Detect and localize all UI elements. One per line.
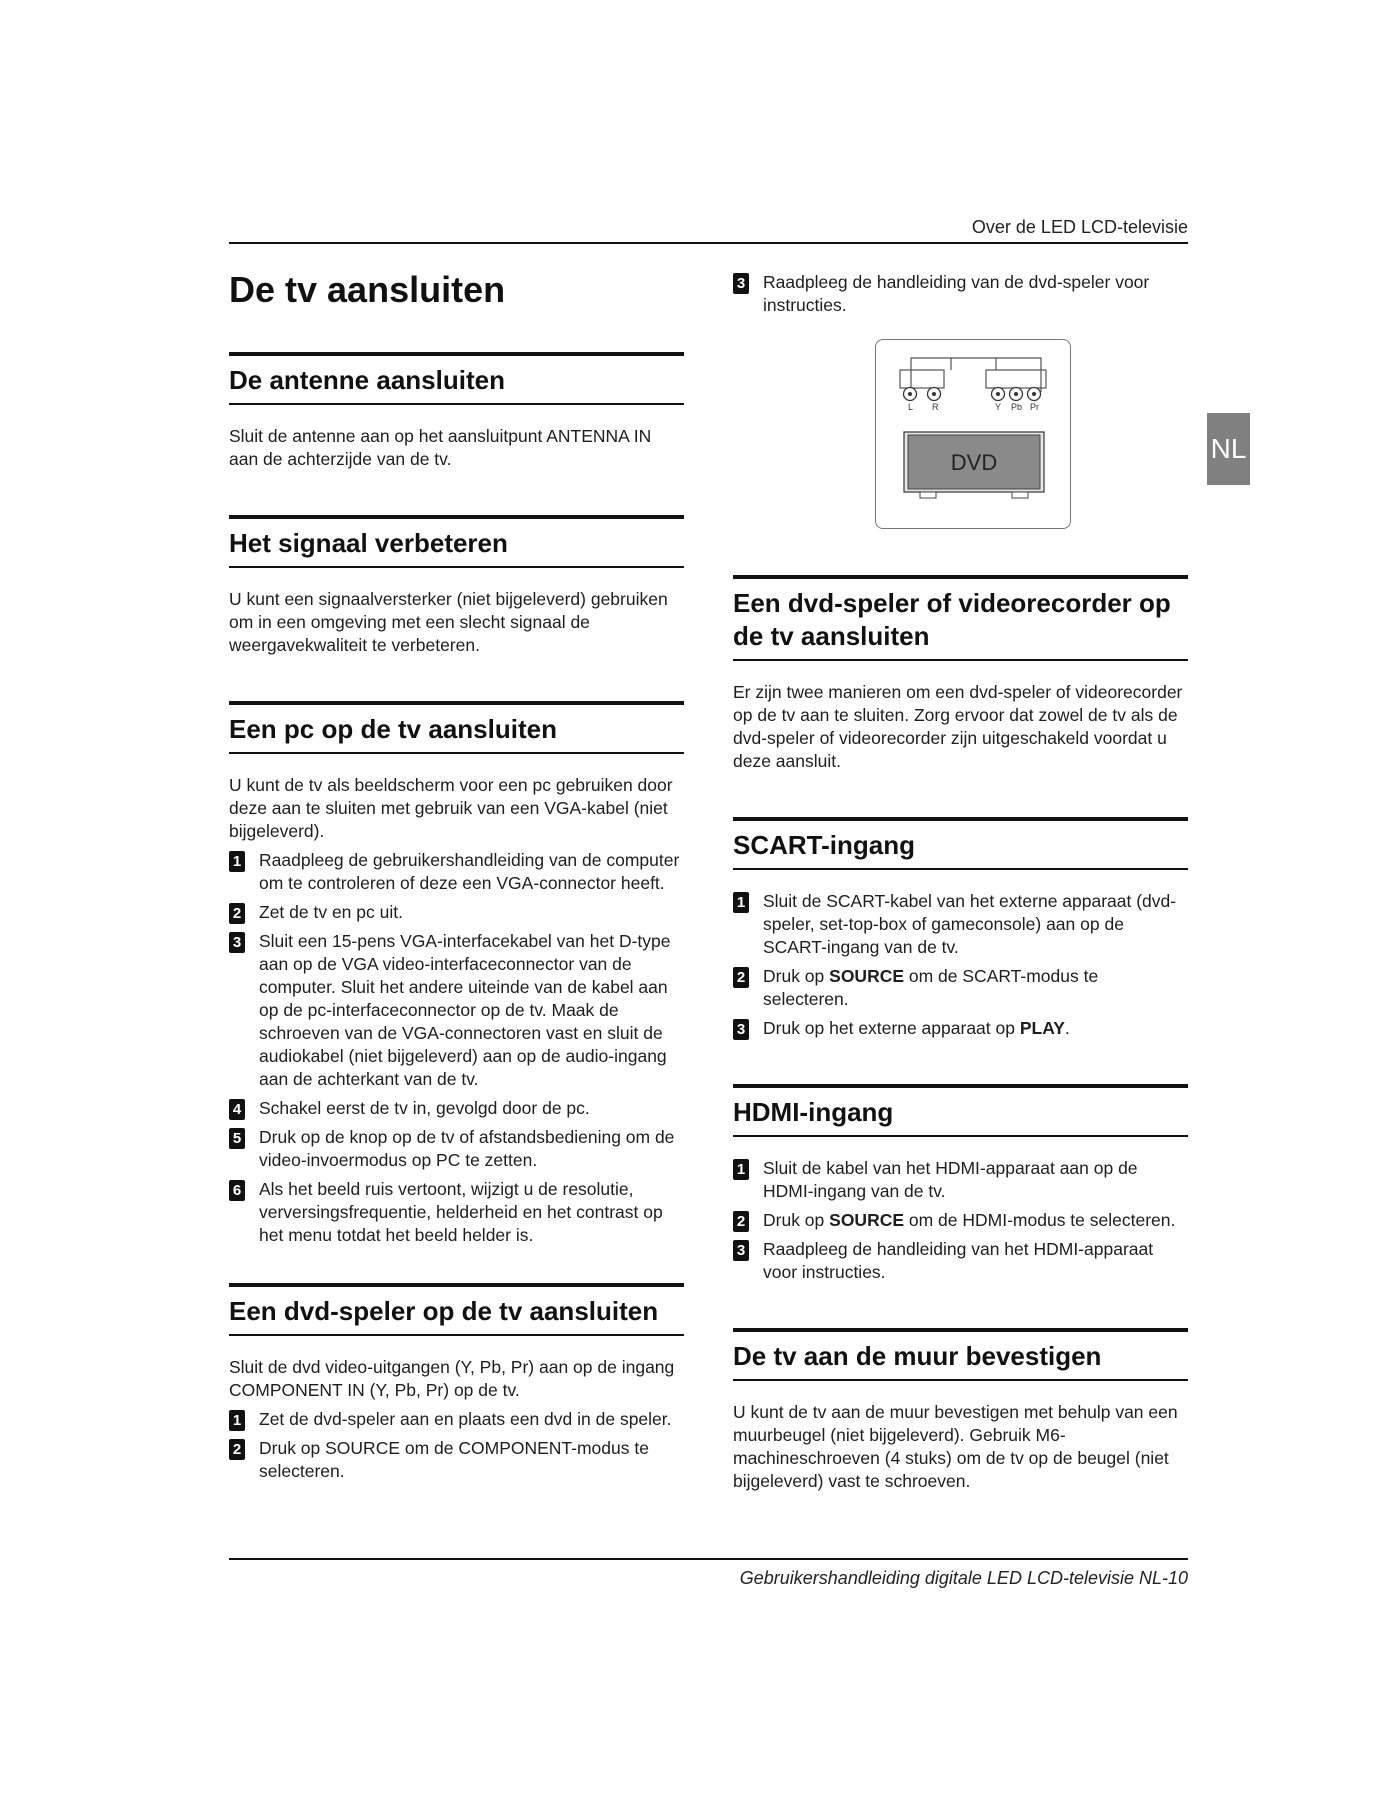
section-pc [229,701,684,1247]
audio-connector-group [900,370,944,388]
header-rule [229,242,1188,244]
section-header [733,817,1188,870]
section-signal [229,515,684,657]
section-title: Een dvd-speler of videorecorder op de tv aansluiten [733,588,1171,651]
step-number: 3 [229,932,245,953]
section-header [733,1084,1188,1137]
language-tab: NL [1207,413,1250,485]
section-header [229,1283,684,1336]
step-item [229,1408,684,1431]
step-number: 4 [229,1099,245,1120]
step-text: Sluit de SCART-kabel van het externe apparaat (dvd-speler, set-top-box of gameconsole) aan op de SCART-ingang van de tv. [763,891,1177,957]
step-text: Zet de dvd-speler aan en plaats een dvd in de speler. [259,1409,672,1429]
port-label: Pb [1011,402,1023,412]
step-number: 5 [229,1128,245,1149]
dvd-connection-diagram [875,339,1071,529]
step-item [229,1437,684,1483]
section-title: De tv aan de muur bevestigen [733,1341,1102,1371]
section-title: De antenne aansluiten [229,365,505,395]
page-title: De tv aansluiten [229,269,506,310]
step-text: Druk op SOURCE om de SCART-modus te selecteren. [763,966,1099,1009]
step-text: Druk op het externe apparaat op PLAY. [763,1018,1070,1038]
step-number: 3 [733,1240,749,1261]
section-antenna [229,352,684,471]
step-text: Schakel eerst de tv in, gevolgd door de pc. [259,1098,590,1118]
step-item [733,1238,1188,1284]
section-header [733,1328,1188,1381]
paragraph: Sluit de antenne aan op het aansluitpunt ANTENNA IN aan de achterzijde van de tv. [229,426,652,469]
step-text: Sluit een 15-pens VGA-interfacekabel van het D-type aan op de VGA video-interfaceconnector van de computer. Sluit het andere uiteinde van de kabel aan op de pc-interfaceconnector op de tv. Maak de schroeven van de VGA-connectoren vast en sluit de audiokabel (niet bijgeleverd) aan op de audio-ingang aan de achterkant van de tv. [259,931,671,1089]
video-connector-group [986,370,1046,388]
paragraph: U kunt de tv als beeldscherm voor een pc gebruiken door deze aan te sluiten met gebruik van een VGA-kabel (niet bijgeleverd). [229,775,673,841]
paragraph: U kunt de tv aan de muur bevestigen met behulp van een muurbeugel (niet bijgeleverd). Gebruik M6-machineschroeven (4 stuks) om de tv op de beugel (niet bijgeleverd) vast te schroeven. [733,1402,1178,1491]
section-dvd [229,1283,684,1483]
section-header [229,352,684,405]
step-number: 2 [229,903,245,924]
left-column [229,270,684,1515]
dvd-label: DVD [950,450,998,475]
step-item [229,901,684,924]
section-hdmi [733,1084,1188,1284]
section-title: Een pc op de tv aansluiten [229,714,557,744]
step-item [733,1157,1188,1203]
right-column [733,271,1188,1525]
section-title: HDMI-ingang [733,1097,894,1127]
step-number: 1 [733,892,749,913]
jack-pr [1028,388,1041,401]
section-scart [733,817,1188,1040]
running-header: Over de LED LCD-televisie [971,217,1188,237]
section-header [229,515,684,568]
step-text: Raadpleeg de gebruikershandleiding van de computer om te controleren of deze een VGA-connector heeft. [259,850,680,893]
step-item [733,271,1188,317]
section-title: Het signaal verbeteren [229,528,508,558]
step-item [229,1097,684,1120]
port-label: Pr [1030,402,1039,412]
step-item [229,849,684,895]
cable-line [911,358,1041,392]
port-label: Y [995,402,1002,412]
dvd-device-foot [1012,492,1028,498]
cable-line [951,358,996,370]
step-text: Druk op de knop op de tv of afstandsbediening om de video-invoermodus op PC te zetten. [259,1127,675,1170]
step-text: Druk op SOURCE om de COMPONENT-modus te selecteren. [259,1438,649,1481]
step-text: Druk op SOURCE om de HDMI-modus te selecteren. [763,1210,1176,1230]
step-item [733,1209,1188,1232]
step-number: 2 [733,1211,749,1232]
step-item [733,1017,1188,1040]
section-header [229,701,684,754]
step-list [229,1408,684,1483]
step-list [229,849,684,1247]
step-list [733,890,1188,1040]
running-footer: Gebruikershandleiding digitale LED LCD-televisie NL-10 [739,1568,1188,1588]
paragraph: Sluit de dvd video-uitgangen (Y, Pb, Pr) aan op de ingang COMPONENT IN (Y, Pb, Pr) op de tv. [229,1357,675,1400]
step-text: Als het beeld ruis vertoont, wijzigt u de resolutie, verversingsfrequentie, helderheid en het contrast op het menu totdat het beeld helder is. [259,1179,663,1245]
step-text: Raadpleeg de handleiding van het HDMI-apparaat voor instructies. [763,1239,1154,1282]
jack-pb [1010,388,1023,401]
step-item [229,1178,684,1247]
step-number: 3 [733,1019,749,1040]
section-wall [733,1328,1188,1493]
step-number: 6 [229,1180,245,1201]
jack-l [904,388,917,401]
step-item [733,890,1188,959]
jack-r [928,388,941,401]
step-number: 1 [733,1159,749,1180]
step-text: Zet de tv en pc uit. [259,902,403,922]
port-label: L [908,402,914,412]
step-text: Sluit de kabel van het HDMI-apparaat aan op de HDMI-ingang van de tv. [763,1158,1138,1201]
section-title: SCART-ingang [733,830,915,860]
step-list [733,1157,1188,1284]
section-header [733,575,1188,661]
paragraph: Er zijn twee manieren om een dvd-speler of videorecorder op de tv aan te sluiten. Zorg ervoor dat zowel de tv als de dvd-speler of videorecorder zijn uitgeschakeld voordat u deze aansluit. [733,682,1183,771]
diagram-svg [876,340,1072,530]
paragraph: U kunt een signaalversterker (niet bijgeleverd) gebruiken om in een omgeving met een slecht signaal de weergavekwaliteit te verbeteren. [229,589,668,655]
step-item [733,965,1188,1011]
step-number: 3 [733,273,749,294]
step-number: 2 [229,1439,245,1460]
jack-y [992,388,1005,401]
step-item [229,1126,684,1172]
dvd-device-foot [920,492,936,498]
step-item [229,930,684,1091]
step-number: 1 [229,851,245,872]
port-label: R [932,402,939,412]
step-number: 2 [733,967,749,988]
step-text: Raadpleeg de handleiding van de dvd-speler voor instructies. [763,272,1150,315]
footer-rule [229,1558,1188,1560]
section-dvd-vcr [733,575,1188,773]
section-title: Een dvd-speler op de tv aansluiten [229,1296,659,1326]
step-number: 1 [229,1410,245,1431]
